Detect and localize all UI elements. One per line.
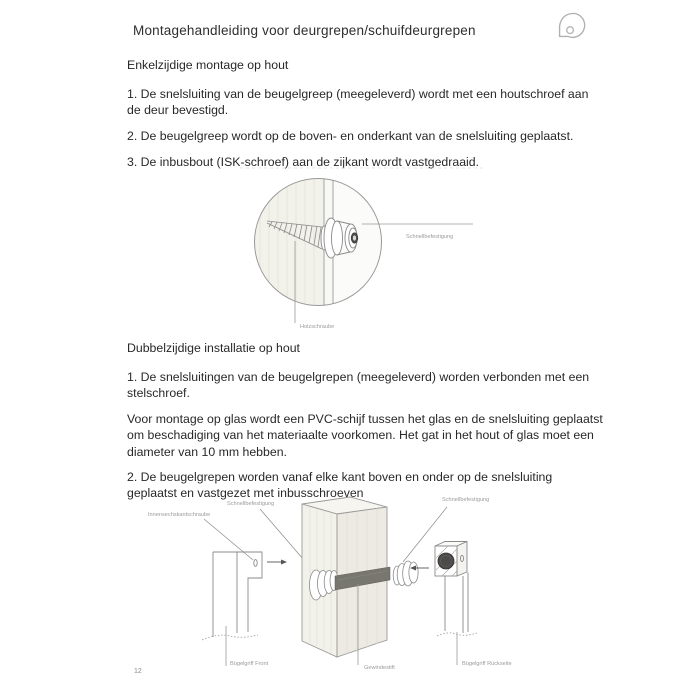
label-handle-front: Bügelgriff Front [230, 661, 269, 667]
instruction-step-2: 2. De beugelgrepen worden vanaf elke kant boven en onder op de snelsluiting geplaatst en vastgezet met inbusschroeven [127, 470, 553, 501]
label-wood-screw: Holzschraube [300, 324, 335, 330]
instruction-step-1: 1. De snelsluiting van de beugelgreep (meegeleverd) wordt met een houtschroef aan de deur bevestigd. [127, 87, 589, 118]
hex-screw-hole [254, 560, 257, 567]
instruction-step-2: 2. De beugelgreep wordt op de boven- en onderkant van de snelsluiting geplaatst. [127, 129, 574, 144]
instruction-step-3: 3. De inbusbout (ISK-schroef) aan de zijkant wordt vastgedraaid. [127, 154, 480, 169]
page-number: 12 [134, 668, 142, 675]
label-fastener-left: Schnellbefestigung [227, 501, 275, 507]
instruction-step-1: 1. De snelsluitingen van de beugelgrepen (meegeleverd) worden verbonden met een stelschroef. [127, 370, 590, 401]
break-line-front [202, 635, 258, 640]
figure-double-sided-assembly [120, 484, 600, 684]
handle-back-block [435, 542, 477, 637]
quick-fastener-right [393, 561, 418, 586]
section-double-heading: Dubbelzijdige installatie op hout [127, 341, 300, 355]
figure-screw-detail [238, 165, 488, 340]
label-threaded-pin: Gewindestift [364, 665, 395, 671]
logo-center-dot [567, 27, 574, 34]
label-hex-socket-screw: Innensechskantschraube [148, 512, 211, 518]
section-single-sided [127, 57, 603, 180]
label-quick-fastener: Schnellbefestigung [406, 234, 454, 240]
section-single-heading: Enkelzijdige montage op hout [127, 58, 289, 72]
arrow-right-icon [267, 560, 287, 565]
handle-front-profile [202, 552, 262, 640]
quick-fastener [321, 218, 358, 258]
brand-logo-icon [547, 5, 591, 49]
page-title: Montagehandleiding voor deurgrepen/schuifdeurgrepen [133, 23, 476, 38]
logo-outline [560, 13, 585, 37]
glass-mounting-note: Voor montage op glas wordt een PVC-schijf tussen het glas en de snelsluiting geplaatst om beschadiging van het materiaalte voorkomen. Het gat in het hout of glas moet een diameter van 10 mm hebben. [127, 412, 603, 459]
label-fastener-right: Schnellbefestigung [442, 497, 490, 503]
label-handle-back: Bügelgriff Rückseite [462, 661, 512, 667]
leader-hex-screw [204, 519, 253, 560]
